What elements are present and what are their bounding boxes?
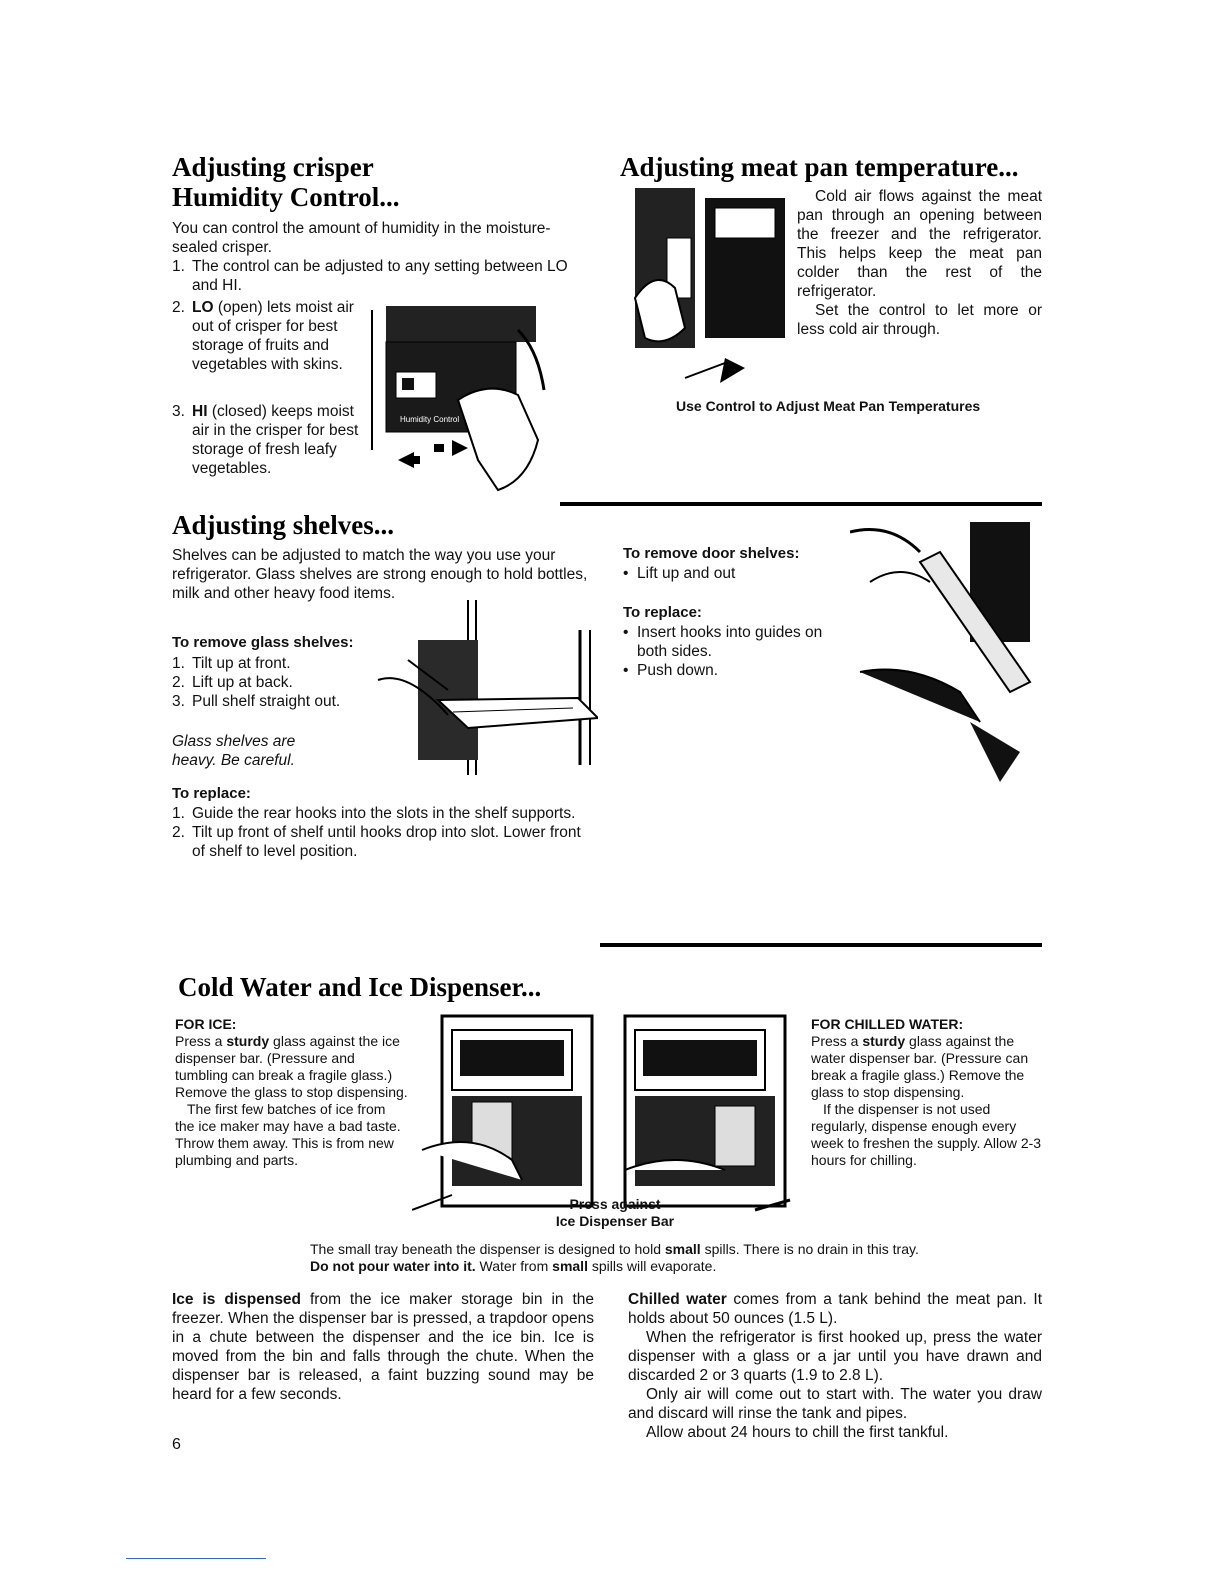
dispenser-caption-line2: Ice Dispenser Bar	[555, 1213, 675, 1229]
chilled-water-bold: Chilled water	[628, 1291, 727, 1308]
remove-door-shelves-steps: • Lift up and out	[623, 565, 736, 582]
remove-step-2: Lift up at back.	[192, 674, 293, 691]
ice-dispensed-text: Ice is dispensed from the ice maker storage bin in the freezer. When the dispenser bar is pressed, a trapdoor opens in a chute between the dispenser and the ice bin. Ice is moved from the bin and falls through the chute. When the dispenser bar is released, a faint buzzing sound may be heard for a few seconds.	[172, 1291, 595, 1403]
door-replace-step-1: Insert hooks into guides on both sides.	[637, 624, 823, 660]
shelves-intro: Shelves can be adjusted to match the way you use your refrigerator. Glass shelves are strong enough to hold bottles, milk and other heavy food items.	[172, 547, 588, 602]
shelves-title: Adjusting shelves...	[172, 510, 395, 540]
water-dispenser-illustration	[605, 1010, 795, 1220]
tray-note: The small tray beneath the dispenser is designed to hold small spills. There is no drain in this tray. Do not pour water into it. Water from small spills will evaporate.	[310, 1241, 919, 1274]
door-remove-step-1: Lift up and out	[637, 565, 736, 582]
crisper-item-1: 1. The control can be adjusted to any setting between LO and HI.	[172, 257, 592, 295]
crisper-item-2: 2. LO (open) lets moist air out of crisper for best storage of fruits and vegetables with skins.	[172, 299, 354, 373]
for-water-para-1: Press a sturdy glass against the water dispenser bar. (Pressure can break a fragile glass.) Remove the glass to stop dispensing.	[811, 1033, 1029, 1100]
remove-step-3: Pull shelf straight out.	[192, 693, 341, 710]
for-water-para-2: If the dispenser is not used regularly, dispense enough every week to freshen the supply. Allow 2-3 hours for chilling.	[811, 1101, 1042, 1168]
humidity-control-illustration	[368, 290, 548, 500]
for-ice-heading: FOR ICE:	[175, 1016, 237, 1032]
chilled-water-para-3: Only air will come out to start with. The water you draw and discard will rinse the tank and pipes.	[628, 1386, 1042, 1422]
meatpan-title: Adjusting meat pan temperature...	[620, 152, 1019, 182]
for-ice-para-1: Press a sturdy glass against the ice dispenser bar. (Pressure and tumbling can break a fragile glass.) Remove the glass to stop dispensing.	[175, 1033, 408, 1100]
crisper-title-line1: Adjusting crisper	[172, 152, 374, 182]
door-replace-step-2: Push down.	[637, 662, 718, 679]
ice-dispenser-illustration	[412, 1010, 602, 1220]
meat-pan-control-illustration	[615, 188, 795, 398]
chilled-water-text: Chilled water comes from a tank behind the meat pan. It holds about 50 ounces (1.5 L). When the refrigerator is first hooked up, press the water dispenser with a glass or a jar until you have drawn and discarded 2 or 3 quarts (1.9 to 2.8 L). Only air will come out to start with. The water you draw and discard will rinse the tank and pipes. Allow about 24 hours to chill the first tankful.	[628, 1291, 1042, 1441]
dispenser-title: Cold Water and Ice Dispenser...	[178, 972, 542, 1002]
crisper-item-1-text: The control can be adjusted to any setting between LO and HI.	[192, 258, 568, 294]
hi-label: HI	[192, 403, 208, 420]
glass-shelves-warning: Glass shelves are heavy. Be careful.	[172, 733, 296, 769]
crisper-item-3: 3. HI (closed) keeps moist air in the crisper for best storage of fresh leafy vegetables.	[172, 403, 359, 477]
glass-shelf-illustration	[368, 600, 598, 780]
replace-step-2: Tilt up front of shelf until hooks drop into slot. Lower front of shelf to level position.	[192, 824, 581, 860]
ice-dispensed-bold: Ice is dispensed	[172, 1291, 302, 1308]
for-ice-text	[175, 1033, 408, 1169]
meatpan-para-2: Set the control to let more or less cold air through.	[797, 302, 1042, 338]
humidity-panel-label: Humidity Control	[400, 415, 460, 424]
for-chilled-water-text	[811, 1033, 1044, 1169]
section-divider-2	[600, 943, 1042, 947]
sturdy-water: sturdy	[862, 1033, 906, 1049]
chilled-water-para-4: Allow about 24 hours to chill the first tankful.	[646, 1424, 949, 1441]
page-number: 6	[172, 1436, 181, 1453]
crisper-title	[172, 152, 592, 212]
dispenser-caption-line1: Press against	[569, 1196, 661, 1212]
sturdy-ice: sturdy	[226, 1033, 270, 1049]
replace-steps: 1. Guide the rear hooks into the slots in the shelf supports. 2. Tilt up front of shelf until hooks drop into slot. Lower front of shelf to level position.	[172, 804, 592, 861]
remove-glass-shelves-steps: 1. Tilt up at front. 2. Lift up at back. 3. Pull shelf straight out.	[172, 655, 341, 710]
door-replace-heading: To replace:	[623, 604, 702, 621]
crisper-title-line2: Humidity Control...	[172, 182, 400, 212]
remove-step-1: Tilt up at front.	[192, 655, 291, 672]
dispenser-caption	[540, 1196, 690, 1230]
door-shelf-illustration	[850, 522, 1050, 792]
meatpan-caption: Use Control to Adjust Meat Pan Temperatures	[676, 398, 981, 414]
section-divider-1	[560, 502, 1042, 506]
crisper-item-2-text: (open) lets moist air out of crisper for best storage of fruits and vegetables with skins.	[192, 299, 354, 373]
for-chilled-water-heading: FOR CHILLED WATER:	[811, 1016, 964, 1032]
meatpan-text	[797, 187, 1042, 339]
lo-label: LO	[192, 299, 214, 316]
door-replace-steps: • Insert hooks into guides on both sides. • Push down.	[623, 623, 843, 680]
remove-door-shelves-heading: To remove door shelves:	[623, 545, 800, 562]
meatpan-para-1: Cold air flows against the meat pan through an opening between the freezer and the refrigerator. This helps keep the meat pan colder than the rest of the refrigerator.	[797, 188, 1042, 300]
crisper-intro: You can control the amount of humidity in the moisture-sealed crisper.	[172, 220, 551, 256]
for-ice-para-2: The first few batches of ice from the ice maker may have a bad taste. Throw them away. This is from new plumbing and parts.	[175, 1101, 401, 1168]
replace-heading: To replace:	[172, 785, 251, 802]
footer-rule	[126, 1558, 266, 1559]
crisper-item-3-text: (closed) keeps moist air in the crisper for best storage of fresh leafy vegetables.	[192, 403, 359, 477]
remove-glass-shelves-heading: To remove glass shelves:	[172, 634, 354, 651]
chilled-water-para-2: When the refrigerator is first hooked up, press the water dispenser with a glass or a jar until you have drawn and discarded 2 or 3 quarts (1.9 to 2.8 L).	[628, 1329, 1042, 1384]
replace-step-1: Guide the rear hooks into the slots in the shelf supports.	[192, 805, 576, 822]
